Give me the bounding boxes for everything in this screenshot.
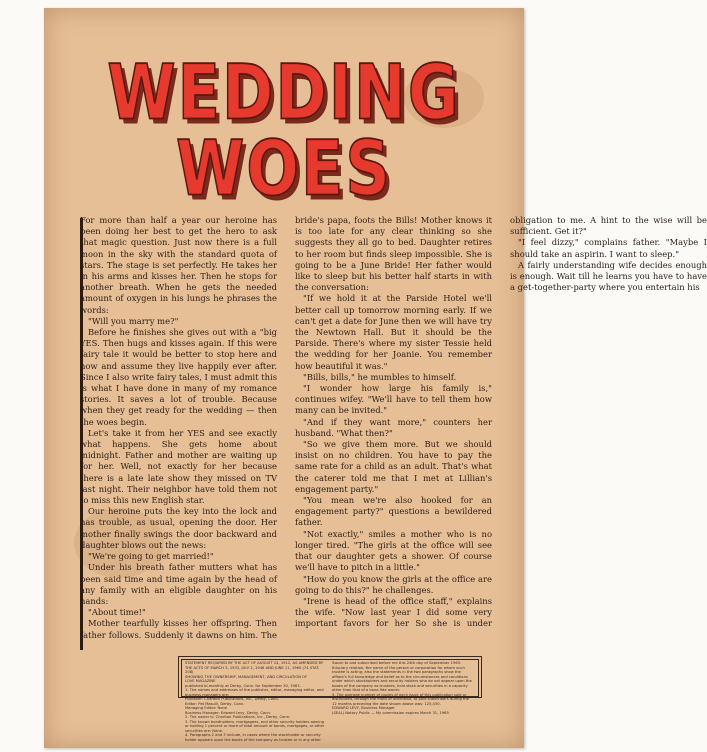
article-paragraph: Before he finishes she gives out with a "big YES. Then hugs and kisses again. If this were fairy tale it would be better to stop here and now and assume they live happily ever after. Since I also write fairy tales, I must admit this is what I have done in many of my romance stories. It saves a lot of trouble. Because when they get ready for the wedding — then the woes begin. [80,327,277,427]
statement-line: trustee is acting; also the statements in the two paragraphs show the [332,670,461,674]
statement-column-left [185,661,328,742]
statement-line: (SEAL) Notary Public — My commission expires March 31, 1965 [332,710,449,715]
article-paragraph: Mother tearfully kisses her offspring. Then father follows. Suddenly it dawns on him. The bride's papa, foots the Bills! Mother knows it is too late for any clear thinking so she suggests they all go to bed. Daughter retires to her room but finds sleep impossible. She is going to be a June Bride! Her father would like to sleep but his better half starts in with the conversation: [80,215,492,640]
statement-line: published bi-monthly at Derby, Conn. for September 30, 1963. [185,683,301,688]
article-paragraph: Under his breath father mutters what has been said time and time again by the head of any family with an eligible daughter on his hands: [80,562,277,606]
article-body [80,215,707,651]
statement-line: affiant's full knowledge and belief as to the circumstances and conditions [332,674,468,679]
statement-line: STATEMENT REQUIRED BY THE ACT OF AUGUST 24, 1912, AS AMENDED BY [185,661,324,665]
statement-column-right [332,661,475,715]
magazine-page [44,8,707,748]
article-title-line-2: WOES [175,123,393,213]
statement-line: 4. Paragraphs 2 and 3 include, in cases where the stockholder or security [185,733,321,737]
article-paragraph: "Bills, bills," he mumbles to himself. [303,371,457,382]
article-paragraph: "I wonder how large his family is," continues wifey. "We'll have to tell them how many can be invited." [295,383,492,416]
statement-line: distributed, through the mails or otherwise, to paid subscribers during the [332,697,470,701]
article-paragraph: "How do you know the girls at the office are going to do this?" he challenges. [295,573,492,595]
statement-line: Managing Editor: None [185,706,228,710]
article-paragraph: "We're going to get married!" [88,551,214,562]
article-paragraph: "So we give them more. But we should insist on no children. You have to pay the same rate for a child as an adult. That's what the caterer told me that I met at Lillian's engagement party." [295,439,492,494]
statement-line: Sworn to and subscribed before me this 24th day of September 1963. [332,661,462,665]
statement-line: fiduciary relation, the name of the person or corporation for whom such [332,665,465,670]
statement-line: THE ACTS OF MARCH 3, 1933, JULY 2, 1946 AND JUNE 11, 1960 (74 STAT. 208) [185,665,320,674]
statement-line: Publisher: Charlton Publications, Inc., Derby, Conn. [185,697,279,701]
statement-line: or holding 1 percent or more of total amount of bonds, mortgages, or other [185,724,325,728]
statement-line: SHOWING THE OWNERSHIP, MANAGEMENT, AND CIRCULATION OF [185,674,308,679]
article-paragraph: Our heroine puts the key into the lock and has trouble, as usual, opening the door. Her mother finally swings the door backward and daughter blows out the news: [80,506,277,550]
statement-line: other than that of a bona fide owner. [332,688,401,692]
article-paragraph: For more than half a year our heroine has been doing her best to get the hero to ask that magic question. Just now there is a full moon in the sky with the standard quota of stars. The stage is set perfectly. He takes her in his arms and kisses her. Then he stops for another breath. When he gets the needed amount of oxygen in his lungs he phrases the words: [80,215,277,315]
statement-line: 2. The owner is: Charlton Publications, Inc., Derby, Conn. [185,715,291,719]
article-paragraph: "About time!" [88,607,146,618]
statement-line: securities are: None. [185,728,224,733]
statement-line: Business Manager: Edward Levy, Derby, Conn. [185,710,271,715]
article-paragraph: A fairly understanding wife decides enough is enough. Wait till he learns you have to have a get-together-party where you entertain his [510,259,707,293]
article-paragraph: Let's take it from her YES and see exactly what happens. She gets home about midnight. Father and mother are waiting up for her. Well, not exactly for her because there is a late late show they missed on TV last night. Their neighbor have told them not to miss this new English star. [80,427,277,506]
statement-line: 3. The known bondholders, mortgagees, and other security holders owning [185,719,324,724]
statement-line: holder appears upon the books of the company as trustee or in any other [185,737,321,742]
article-paragraph: "I feel dizzy," complains father. "Maybe I should take an aspirin. I want to sleep." [510,237,707,259]
statement-line: 5. The average number of copies of each issue of this publication sold or [332,692,467,697]
statement-line: under which stockholders and security holders who do not appear upon the [332,679,472,683]
statement-line: 12 months preceding the date shown above was: 125,430. [332,701,441,706]
article-paragraph: "Not exactly," smiles a mother who is no longer tired. "The girls at the office will see that our daughter gets a shower. Of course we'll have to pitch in a little." [295,528,492,573]
statement-line: EDWARD LEVY, Business Manager [332,706,395,710]
article-title-line-1: WEDDING [107,47,461,137]
article-paragraph: "And if they want more," counters her husband. "What then?" [295,416,492,438]
article-paragraph: "Will you marry me?" [88,315,179,326]
statement-line: 1. The names and addresses of the publisher, editor, managing editor, and business managers are: [185,688,324,697]
statement-line: Editor: Pat Masulli, Derby, Conn. [185,701,245,706]
statement-line: LOVE MAGAZINE [185,679,216,683]
statement-line: books of the company as trustees, hold stock and securities in a capacity [332,683,468,688]
article-paragraph: "If we hold it at the Parside Hotel we'll better call up tomorrow morning early. If we can't get a date for June then we will have try the Newtown Hall. But it should be the Parside. There's where my sister Tessie held the wedding for her Joanie. You remember how beautiful it was." [295,293,492,371]
article-paragraph: "Irene is head of the office staff," explains the wife. "Now last year I did some very important favors for her So she is under obligation to me. A hint to the wise will be sufficient. Get it?" [295,215,707,629]
ownership-statement-box [178,656,482,742]
article-paragraph: "You mean we're also hooked for an engagement party?" questions a bewildered father. [295,495,492,528]
